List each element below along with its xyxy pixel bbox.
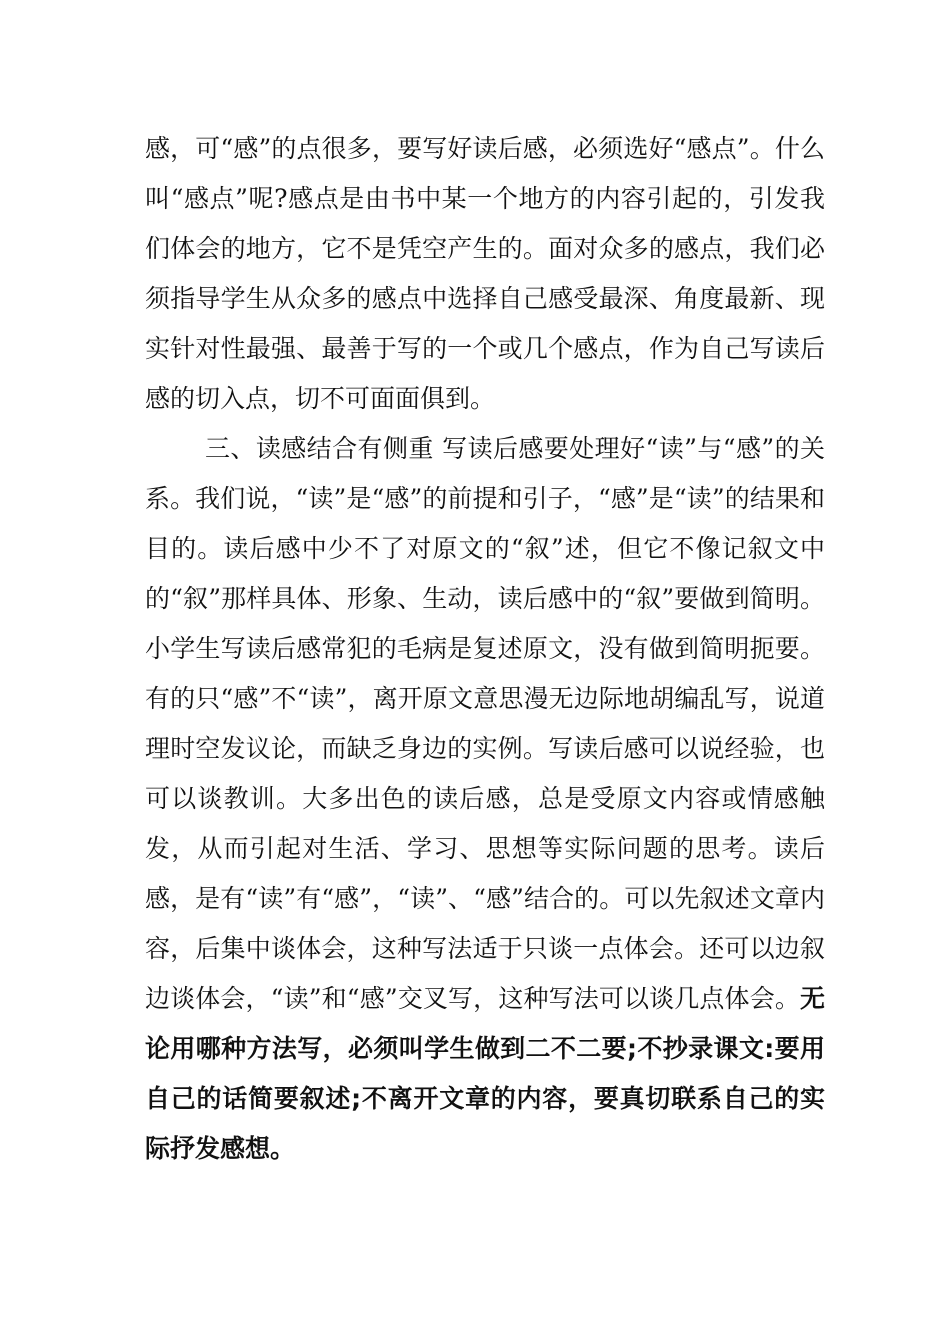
paragraph-1: 感，可“感”的点很多，要写好读后感，必须选好“感点”。什么叫“感点”呢?感点是由书中某一个地方的内容引起的，引发我们体会的地方，它不是凭空产生的。面对众多的感点，我们必须指导学生从众多的感点中选择自己感受最深、角度最新、现实针对性最强、最善于写的一个或几个感点，作为自己写读后感的切入点，切不可面面俱到。 [145,134,825,413]
body-text [145,124,825,1174]
paragraph-2-bold-text: 无论用哪种方法写，必须叫学生做到二不二要;不抄录课文:要用自己的话简要叙述;不离开文章的内容，要真切联系自己的实际抒发感想。 [145,984,825,1163]
paragraph-2 [145,424,825,1174]
paragraph-2-text: 三、读感结合有侧重 写读后感要处理好“读”与“感”的关系。我们说，“读”是“感”的前提和引子，“感”是“读”的结果和目的。读后感中少不了对原文的“叙”述，但它不像记叙文中的“叙”那样具体、形象、生动，读后感中的“叙”要做到简明。小学生写读后感常犯的毛病是复述原文，没有做到简明扼要。有的只“感”不“读”，离开原文意思漫无边际地胡编乱写，说道理时空发议论，而缺乏身边的实例。写读后感可以说经验，也可以谈教训。大多出色的读后感，总是受原文内容或情感触发，从而引起对生活、学习、思想等实际问题的思考。读后感，是有“读”有“感”，“读”、“感”结合的。可以先叙述文章内容，后集中谈体会，这种写法适于只谈一点体会。还可以边叙边谈体会，“读”和“感”交叉写，这种写法可以谈几点体会。 [145,434,825,1013]
